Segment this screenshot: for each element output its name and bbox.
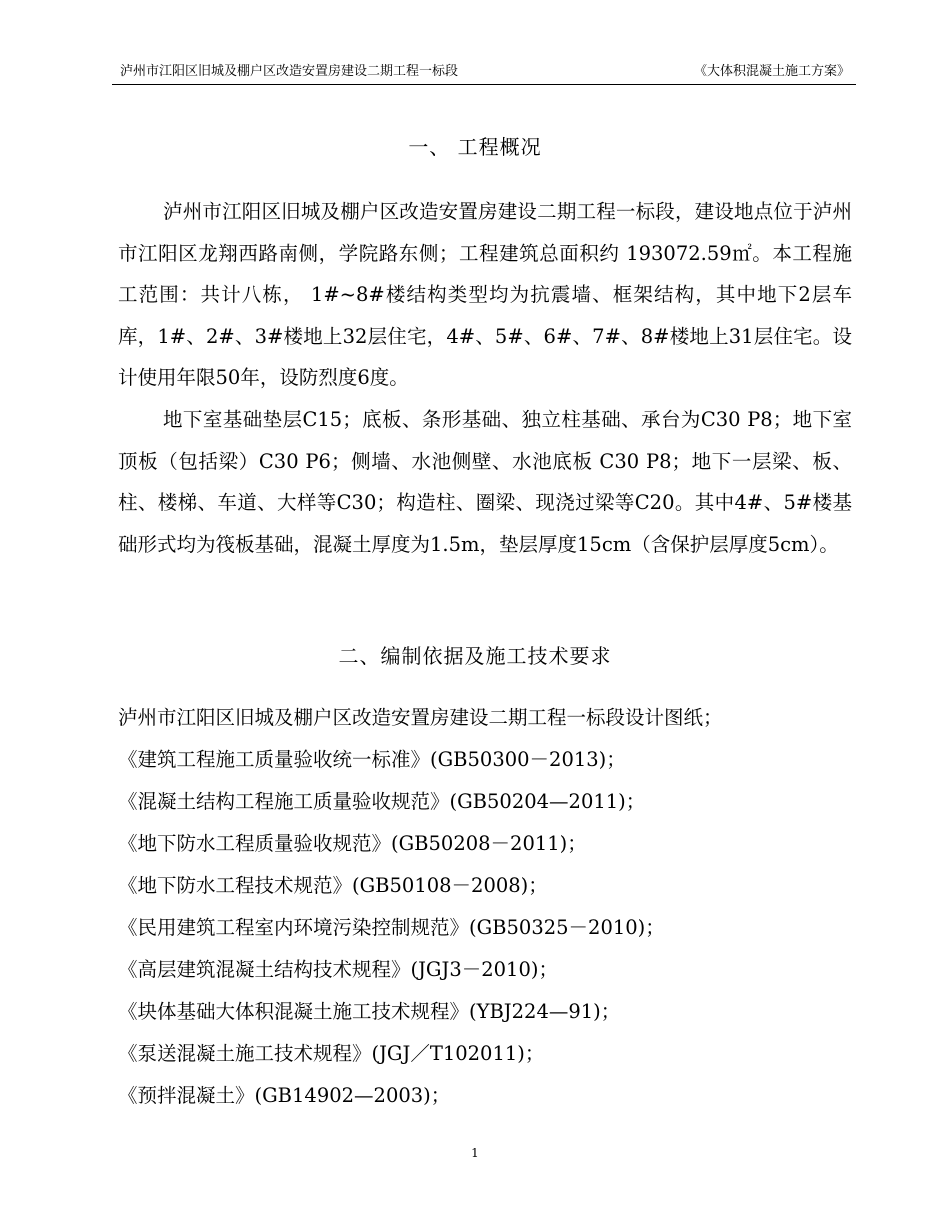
header-document-title: 《大体积混凝土施工方案》	[693, 64, 850, 79]
section1-paragraph-2: 地下室基础垫层C15；底板、条形基础、独立柱基础、承台为C30 P8；地下室顶板（包括梁）C30 P6；侧墙、水池侧壁、水池底板 C30 P8；地下一层梁、板、柱、楼梯、车道、大样等C30；构造柱、圈梁、现浇过梁等C20。其中4#、5#楼基础形式均为筏板基础，混凝土厚度为1.5m，垫层厚度15cm（含保护层厚度5cm）。	[118, 408, 852, 556]
page-number: 1	[471, 1146, 479, 1160]
reference-item: 《混凝土结构工程施工质量验收规范》(GB50204—2011)；	[118, 790, 646, 813]
section2-heading: 二、编制依据及施工技术要求	[338, 644, 612, 668]
reference-item: 《地下防水工程质量验收规范》(GB50208－2011)；	[118, 832, 587, 855]
reference-item: 《预拌混凝土》(GB14902—2003)；	[118, 1084, 451, 1107]
section1-heading: 一、 工程概况	[408, 135, 542, 159]
reference-item: 《泵送混凝土施工技术规程》(JGJ／T102011)；	[118, 1042, 545, 1065]
header-project-title: 泸州市江阳区旧城及棚户区改造安置房建设二期工程一标段	[120, 64, 459, 79]
reference-item: 《地下防水工程技术规范》(GB50108－2008)；	[118, 874, 548, 897]
section1-paragraph-1: 泸州市江阳区旧城及棚户区改造安置房建设二期工程一标段，建设地点位于泸州市江阳区龙翔西路南侧，学院路东侧；工程建筑总面积约 193072.59㎡。本工程施工范围：共计八栋， 1#~8#楼结构类型均为抗震墙、框架结构，其中地下2层车库，1#、2#、3#楼地上32层住宅，4#、5#、6#、7#、8#楼地上31层住宅。设计使用年限50年，设防烈度6度。	[118, 200, 852, 389]
reference-item: 《块体基础大体积混凝土施工技术规程》(YBJ224—91)；	[118, 1000, 621, 1023]
page-header	[112, 60, 856, 85]
reference-item: 泸州市江阳区旧城及棚户区改造安置房建设二期工程一标段设计图纸；	[118, 706, 723, 729]
reference-item: 《高层建筑混凝土结构技术规程》(JGJ3－2010)；	[118, 958, 558, 981]
reference-item: 《民用建筑工程室内环境污染控制规范》(GB50325－2010)；	[118, 916, 665, 939]
reference-item: 《建筑工程施工质量验收统一标准》(GB50300－2013)；	[118, 748, 626, 771]
